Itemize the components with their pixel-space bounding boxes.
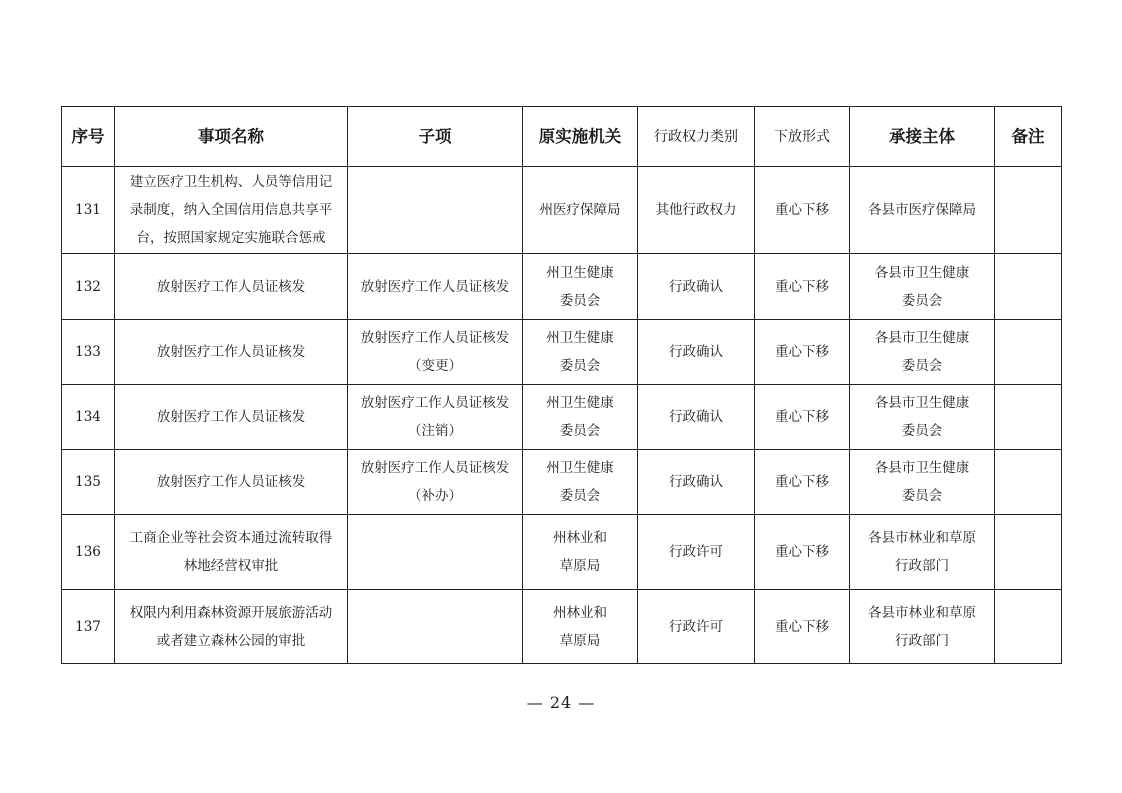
- row-serial: 131: [62, 167, 115, 254]
- row-item-name: 放射医疗工作人员证核发: [115, 385, 348, 450]
- table-row: [62, 450, 1062, 515]
- table-row: [62, 385, 1062, 450]
- row-receiving-entity: 各县市林业和草原 行政部门: [850, 590, 995, 664]
- row-remark: [995, 320, 1062, 385]
- row-delegation-form: 重心下移: [755, 590, 850, 664]
- table-row: [62, 320, 1062, 385]
- table-row: [62, 167, 1062, 254]
- row-sub-item: [348, 515, 523, 590]
- row-receiving-entity: 各县市卫生健康 委员会: [850, 254, 995, 320]
- row-serial: 133: [62, 320, 115, 385]
- row-original-agency: 州卫生健康 委员会: [523, 450, 638, 515]
- header-power-category: 行政权力类别: [638, 107, 755, 167]
- row-receiving-entity: 各县市卫生健康 委员会: [850, 385, 995, 450]
- row-receiving-entity: 各县市卫生健康 委员会: [850, 320, 995, 385]
- row-item-name: 放射医疗工作人员证核发: [115, 320, 348, 385]
- row-power-category: 行政确认: [638, 385, 755, 450]
- items-table: [61, 106, 1062, 664]
- table-row: [62, 590, 1062, 664]
- row-item-name: 建立医疗卫生机构、人员等信用记 录制度，纳入全国信用信息共享平 台，按照国家规定实施联合惩戒: [115, 167, 348, 254]
- row-original-agency: 州卫生健康 委员会: [523, 254, 638, 320]
- table-header-row: [62, 107, 1062, 167]
- row-sub-item: 放射医疗工作人员证核发: [348, 254, 523, 320]
- row-item-name: 权限内利用森林资源开展旅游活动 或者建立森林公园的审批: [115, 590, 348, 664]
- row-power-category: 行政确认: [638, 450, 755, 515]
- row-sub-item: 放射医疗工作人员证核发 （变更）: [348, 320, 523, 385]
- row-remark: [995, 590, 1062, 664]
- row-remark: [995, 385, 1062, 450]
- row-receiving-entity: 各县市林业和草原 行政部门: [850, 515, 995, 590]
- row-original-agency: 州医疗保障局: [523, 167, 638, 254]
- row-sub-item: [348, 167, 523, 254]
- row-delegation-form: 重心下移: [755, 167, 850, 254]
- row-item-name: 放射医疗工作人员证核发: [115, 254, 348, 320]
- row-original-agency: 州卫生健康 委员会: [523, 320, 638, 385]
- row-serial: 136: [62, 515, 115, 590]
- row-original-agency: 州林业和 草原局: [523, 590, 638, 664]
- row-power-category: 行政许可: [638, 590, 755, 664]
- header-delegation-form: 下放形式: [755, 107, 850, 167]
- row-remark: [995, 167, 1062, 254]
- row-original-agency: 州林业和 草原局: [523, 515, 638, 590]
- table-row: [62, 515, 1062, 590]
- row-serial: 137: [62, 590, 115, 664]
- row-delegation-form: 重心下移: [755, 450, 850, 515]
- row-remark: [995, 450, 1062, 515]
- row-power-category: 行政确认: [638, 254, 755, 320]
- row-receiving-entity: 各县市卫生健康 委员会: [850, 450, 995, 515]
- row-item-name: 放射医疗工作人员证核发: [115, 450, 348, 515]
- header-remark: 备注: [995, 107, 1062, 167]
- row-serial: 132: [62, 254, 115, 320]
- row-sub-item: 放射医疗工作人员证核发 （注销）: [348, 385, 523, 450]
- row-original-agency: 州卫生健康 委员会: [523, 385, 638, 450]
- row-delegation-form: 重心下移: [755, 515, 850, 590]
- header-serial: 序号: [62, 107, 115, 167]
- row-power-category: 其他行政权力: [638, 167, 755, 254]
- row-power-category: 行政确认: [638, 320, 755, 385]
- row-remark: [995, 515, 1062, 590]
- header-receiving-entity: 承接主体: [850, 107, 995, 167]
- row-delegation-form: 重心下移: [755, 254, 850, 320]
- header-sub-item: 子项: [348, 107, 523, 167]
- row-receiving-entity: 各县市医疗保障局: [850, 167, 995, 254]
- row-delegation-form: 重心下移: [755, 320, 850, 385]
- table-row: [62, 254, 1062, 320]
- header-original-agency: 原实施机关: [523, 107, 638, 167]
- row-serial: 135: [62, 450, 115, 515]
- row-power-category: 行政许可: [638, 515, 755, 590]
- page-number: — 24 —: [526, 693, 596, 712]
- row-sub-item: 放射医疗工作人员证核发 （补办）: [348, 450, 523, 515]
- header-item-name: 事项名称: [115, 107, 348, 167]
- row-serial: 134: [62, 385, 115, 450]
- row-delegation-form: 重心下移: [755, 385, 850, 450]
- row-remark: [995, 254, 1062, 320]
- row-sub-item: [348, 590, 523, 664]
- row-item-name: 工商企业等社会资本通过流转取得 林地经营权审批: [115, 515, 348, 590]
